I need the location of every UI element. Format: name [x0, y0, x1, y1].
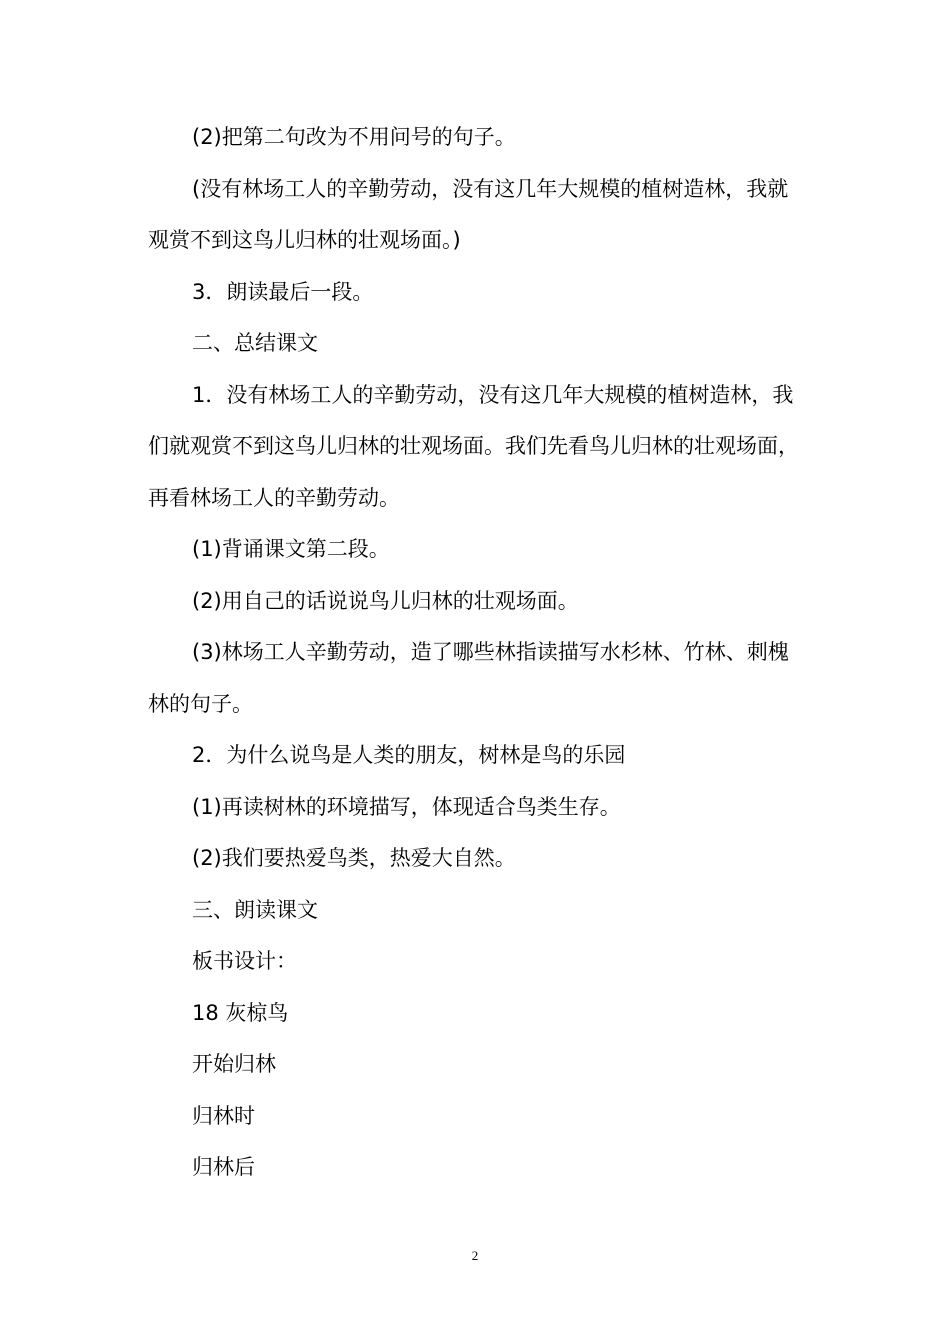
- page-number: 2: [471, 1248, 479, 1263]
- section-heading-read-text: 三、朗读课文: [192, 897, 318, 922]
- paragraph-forest-types: (3)林场工人辛勤劳动，造了哪些林指读描写水杉林、竹林、刺槐林的句子。: [148, 640, 789, 716]
- paragraph-summary-point-1: 1．没有林场工人的辛勤劳动，没有这几年大规模的植树造林，我们就观赏不到这鸟儿归林的壮观场面。我们先看鸟儿归林的壮观场面，再看林场工人的辛勤劳动。: [148, 382, 799, 510]
- paragraph-summary-point-2: 2．为什么说鸟是人类的朋友，树林是鸟的乐园: [192, 743, 626, 767]
- paragraph-environment-description: (1)再读树林的环境描写，体现适合鸟类生存。: [192, 794, 621, 819]
- paragraph-describe-scene: (2)用自己的话说说鸟儿归林的壮观场面。: [192, 588, 579, 613]
- paragraph-love-nature: (2)我们要热爱鸟类，热爱大自然。: [192, 846, 516, 870]
- document-body: [148, 112, 804, 1194]
- section-heading-summary: 二、总结课文: [192, 331, 318, 355]
- board-design-heading: 板书设计：: [192, 949, 297, 973]
- board-design-item-during: 归林时: [192, 1103, 255, 1128]
- paragraph-recite-second-section: (1)背诵课文第二段。: [192, 537, 390, 561]
- board-design-item-after: 归林后: [192, 1155, 255, 1179]
- board-design-title: 18 灰椋鸟: [192, 1000, 289, 1025]
- paragraph-read-last-section: 3．朗读最后一段。: [192, 279, 374, 304]
- board-design-item-start: 开始归林: [192, 1052, 276, 1076]
- paragraph-rewrite-answer: (没有林场工人的辛勤劳动，没有这几年大规模的植树造林，我就观赏不到这鸟儿归林的壮观场面。): [148, 176, 789, 252]
- paragraph-rewrite-instruction: (2)把第二句改为不用问号的句子。: [192, 125, 516, 149]
